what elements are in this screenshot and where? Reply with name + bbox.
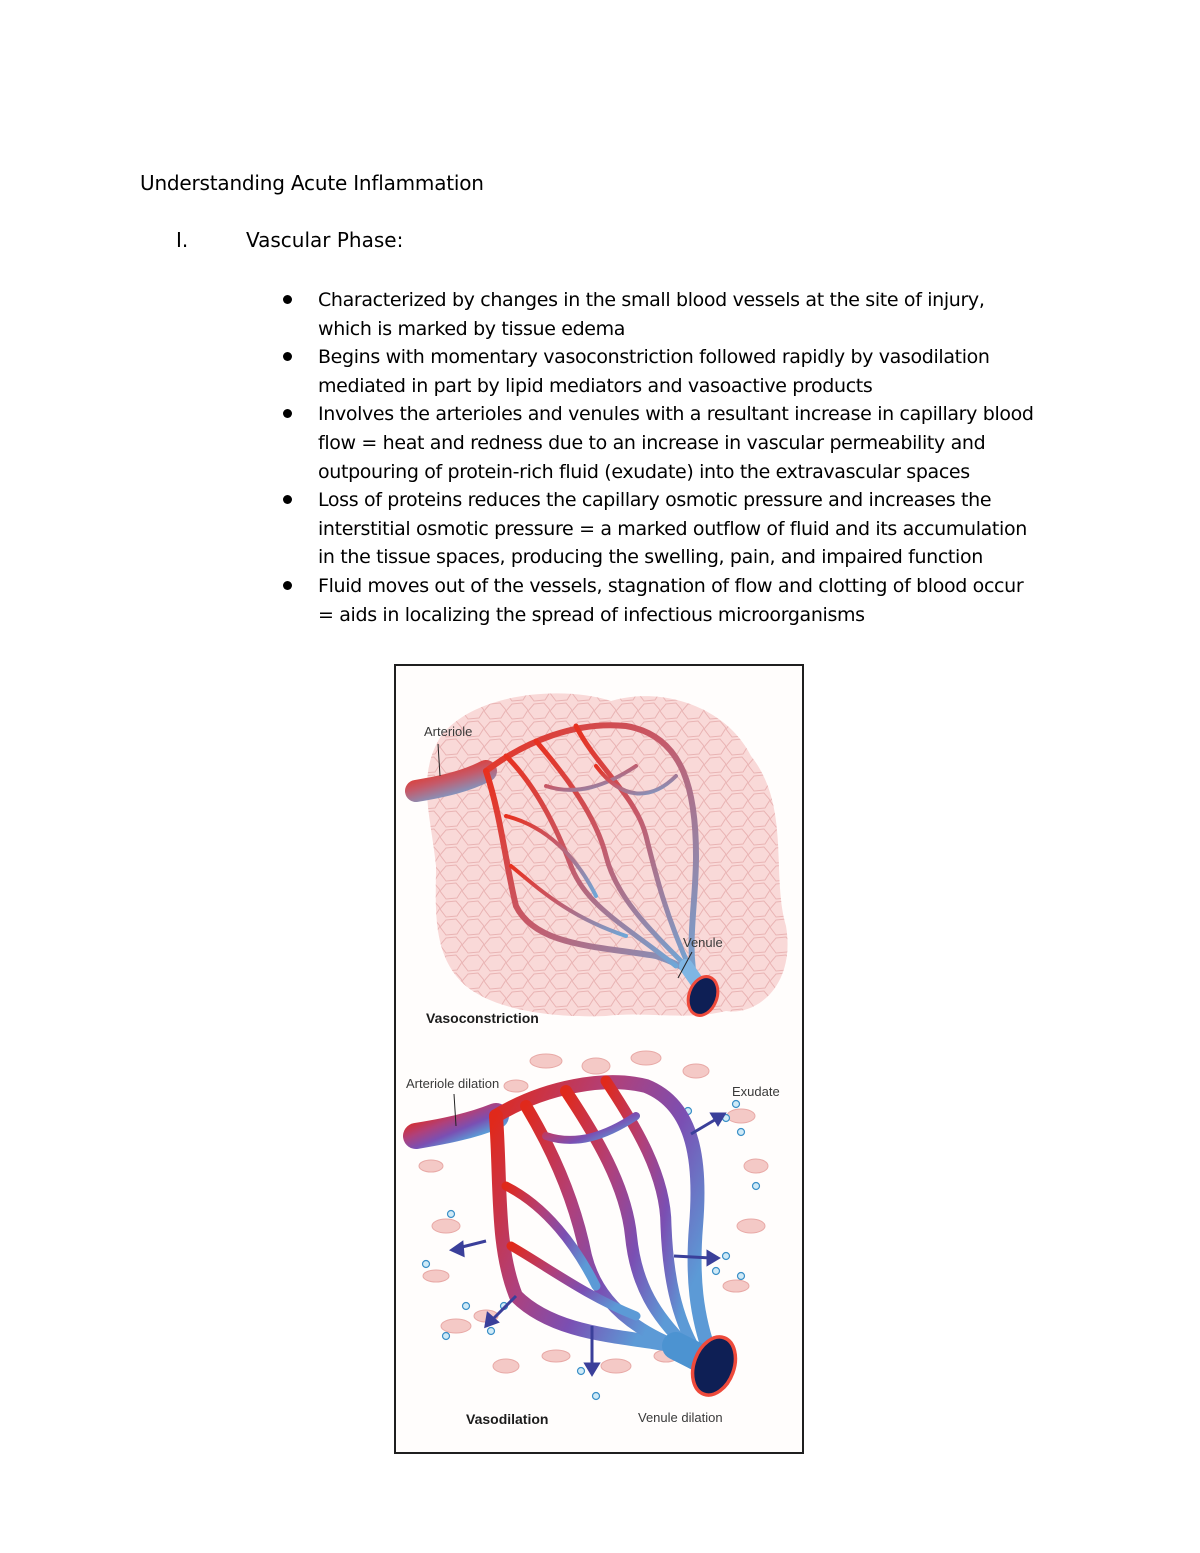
bullet-line: which is marked by tissue edema [318, 317, 626, 340]
arteriole-label: Arteriole [424, 724, 473, 739]
bullet-line: flow = heat and redness due to an increase in vascular permeability and [318, 431, 986, 454]
bullet-item [280, 572, 1070, 629]
section-title: Vascular Phase: [246, 228, 404, 252]
bullet-line: mediated in part by lipid mediators and vasoactive products [318, 374, 873, 397]
bullet-line: outpouring of protein-rich fluid (exudate) into the extravascular spaces [318, 460, 970, 483]
bullet-line: Begins with momentary vasoconstriction followed rapidly by vasodilation [318, 346, 990, 369]
bullet-line: Loss of proteins reduces the capillary osmotic pressure and increases the [318, 489, 992, 512]
bullet-line: Involves the arterioles and venules with a resultant increase in capillary blood [318, 403, 1034, 426]
bullet-dot-icon [283, 495, 292, 504]
bullet-dot-icon [283, 352, 292, 361]
vasodilation-caption: Vasodilation [466, 1411, 549, 1427]
venule-label: Venule [683, 935, 723, 950]
bullet-dot-icon [283, 295, 292, 304]
capillary-network-bottom [416, 1081, 711, 1356]
bullet-dot-icon [283, 409, 292, 418]
arteriole-dilation-label: Arteriole dilation [406, 1076, 500, 1091]
exudate-label: Exudate [732, 1084, 780, 1099]
venule-dilation-label: Venule dilation [638, 1410, 723, 1425]
bullet-dot-icon [283, 581, 292, 590]
bullet-item [280, 343, 1070, 400]
bullet-line: Characterized by changes in the small blood vessels at the site of injury, [318, 289, 985, 311]
vasoconstriction-caption: Vasoconstriction [426, 1010, 539, 1026]
tissue-cells-bottom [419, 1051, 768, 1373]
bullet-line: in the tissue spaces, producing the swelling, pain, and impaired function [318, 546, 983, 569]
page-title: Understanding Acute Inflammation [140, 171, 484, 195]
bullet-item [280, 400, 1070, 486]
bullet-list [280, 286, 1070, 629]
section-numeral: I. [176, 228, 189, 252]
bullet-line: Fluid moves out of the vessels, stagnation of flow and clotting of blood occur [318, 574, 1024, 597]
bullet-line: = aids in localizing the spread of infectious microorganisms [318, 603, 865, 626]
bullet-item [280, 286, 1070, 343]
bullet-line: interstitial osmotic pressure = a marked outflow of fluid and its accumulation [318, 517, 1027, 540]
vascular-diagram [396, 666, 802, 1452]
bullet-item [280, 486, 1070, 572]
vascular-phase-figure [394, 664, 804, 1454]
